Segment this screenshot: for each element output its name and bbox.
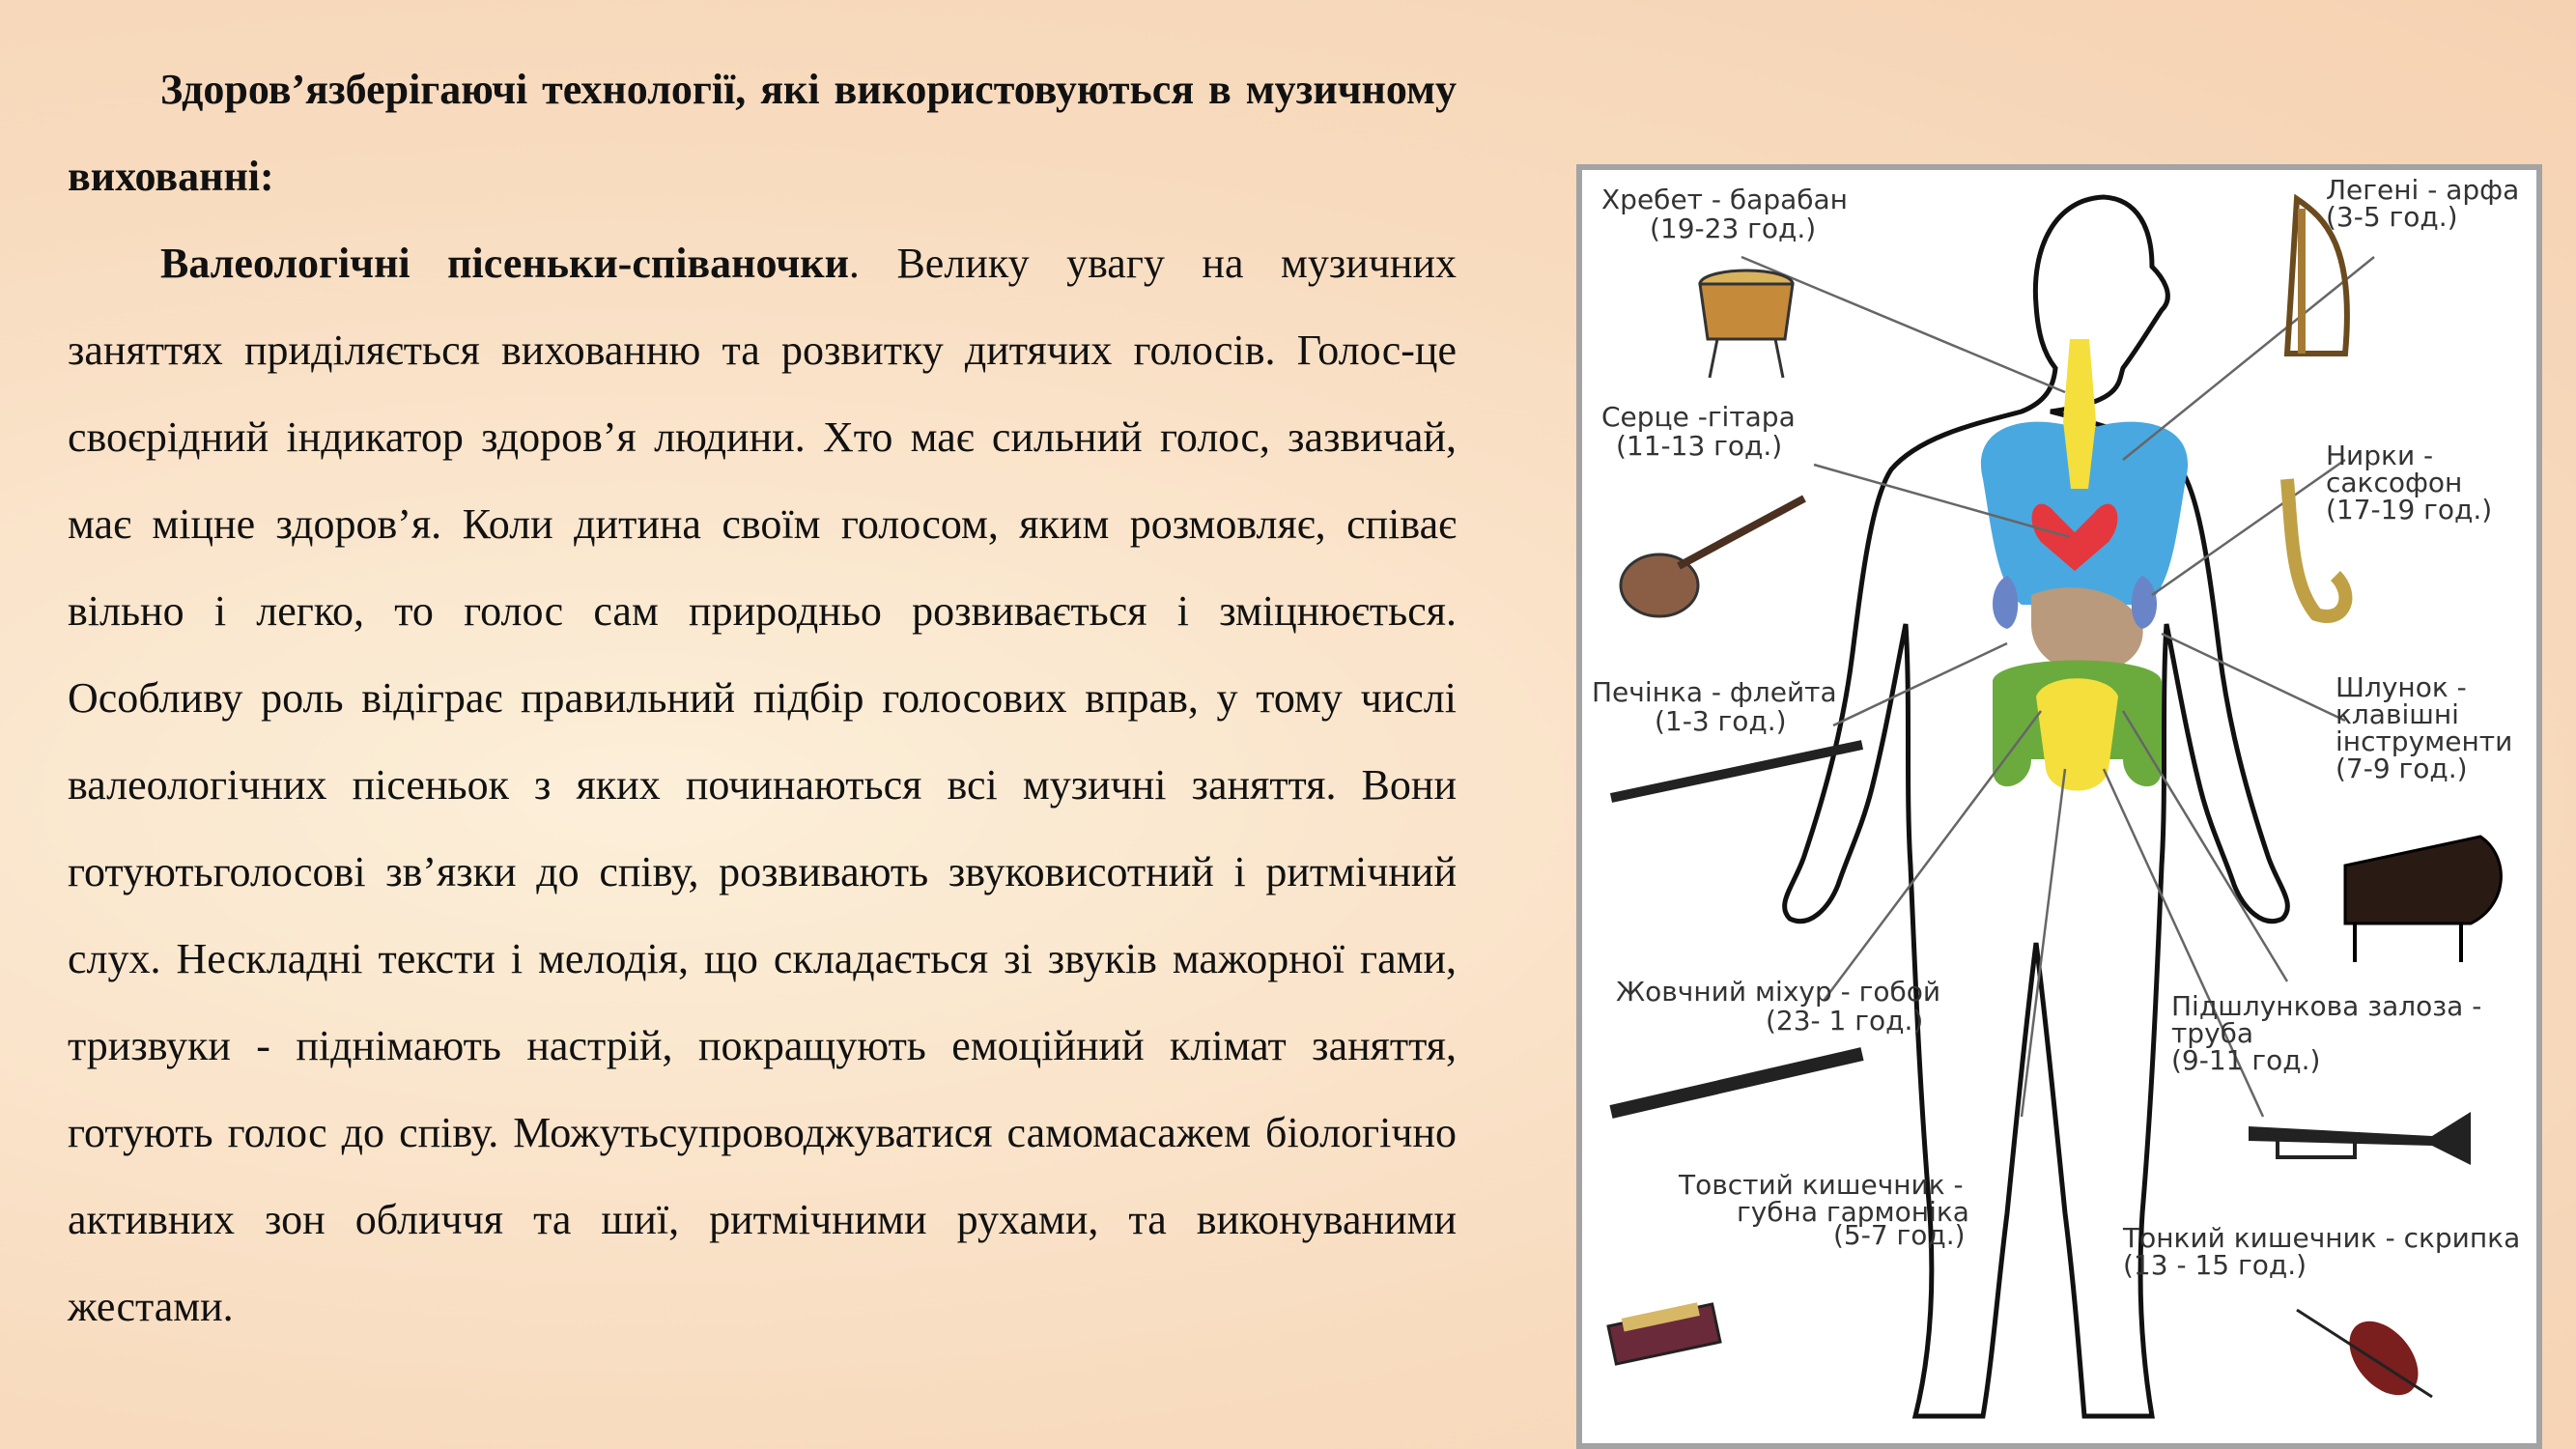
label-spine: [1601, 184, 1856, 244]
label-pancreas-line2: труба: [2171, 1017, 2254, 1049]
label-colon: [1678, 1169, 1978, 1251]
label-stomach: [2335, 671, 2521, 784]
heading: [68, 46, 1457, 220]
label-stomach-line2: клавішні: [2335, 698, 2459, 730]
label-heart-line1: Серце -гітара: [1601, 401, 1796, 433]
label-lungs-line1: Легені - арфа: [2326, 174, 2520, 206]
label-stomach-line4: (7-9 год.): [2335, 753, 2468, 784]
label-colon-line1: Товстий кишечник -: [1679, 1169, 1964, 1201]
label-lungs-line2: (3-5 год.): [2326, 201, 2458, 233]
label-pancreas-line3: (9-11 год.): [2171, 1044, 2321, 1076]
body-organs-instruments-figure: [1576, 164, 2542, 1449]
body-paragraph: [68, 220, 1457, 1350]
label-kidneys: [2326, 440, 2492, 526]
label-small-intestine-line1: Тонкий кишечник - скрипка: [2123, 1222, 2521, 1254]
label-liver-line1: Печінка - флейта: [1592, 676, 1837, 708]
label-colon-line3: (5-7 год.): [1833, 1219, 1966, 1251]
label-spine-line1: Хребет - барабан: [1601, 184, 1848, 215]
label-kidneys-line2: саксофон: [2326, 467, 2463, 498]
label-gallbladder-line2: (23- 1 год.): [1766, 1005, 1924, 1037]
label-liver-line2: (1-3 год.): [1655, 705, 1787, 737]
label-small-intestine: [2122, 1222, 2529, 1281]
heading-line-1: Здоров’язберігаючі технології, які використовуються в: [160, 66, 1231, 113]
label-pancreas-line1: Підшлункова залоза -: [2171, 990, 2482, 1022]
label-gallbladder-line1: Жовчний міхур - гобой: [1616, 976, 1941, 1008]
drum-instrument: [1700, 270, 1793, 378]
label-heart: [1601, 401, 1804, 462]
piano-instrument: [2345, 837, 2501, 962]
label-liver: [1592, 676, 1846, 737]
bold-term: Валеологічні пісеньки-співаночки: [160, 240, 849, 287]
label-gallbladder: [1616, 976, 1949, 1037]
label-stomach-line1: Шлунок -: [2335, 671, 2467, 703]
trumpet-instrument: [2249, 1112, 2471, 1165]
label-kidneys-line3: (17-19 год.): [2326, 494, 2493, 526]
guitar-instrument: [1621, 498, 1804, 616]
violin-instrument: [2297, 1308, 2432, 1407]
harmonica-instrument: [1608, 1302, 1720, 1364]
text-block: [68, 46, 1457, 1350]
label-kidneys-line1: Нирки -: [2326, 440, 2434, 471]
figure-svg: [1582, 170, 2536, 1443]
oboe-instrument: [1611, 1054, 1862, 1112]
paragraph-text: . Велику увагу на музичних заняттях приділяється вихованню та розвитку дитячих голосів. Голос-це своєрідний індикатор здоров’я людини. Хто має сильний голос, зазвичай, має міцне здоров’я. Коли дитина своїм голосом, яким розмовляє, співає вільно і легко, то голос сам природньо розвивається і зміцнюється. Особливу роль відіграє правильний підбір голосових вправ, у тому числі валеологічних пісеньок з яких починаються всі музичні заняття. Вони готуютьголосові зв’язки до співу, розвивають звуковисотний і ритмічний слух. Нескладні тексти і мелодія, що складається зі звуків мажорної гами, тризвуки - піднімають настрій, покращують емоційний клімат заняття, готують голос до співу. Можутьсупроводжуватися самомасажем біологічно активних зон обличчя та шиї, ритмічними рухами, та виконуваними жестами.: [68, 240, 1457, 1330]
label-pancreas: [2171, 990, 2490, 1076]
label-lungs: [2326, 174, 2528, 233]
label-colon-line2: губна гармоніка: [1737, 1196, 1969, 1228]
label-stomach-line3: інструменти: [2335, 725, 2513, 757]
label-small-intestine-line2: (13 - 15 год.): [2123, 1249, 2307, 1281]
heading-line-2: музичному вихованні:: [68, 66, 1457, 200]
label-heart-line2: (11-13 год.): [1616, 430, 1783, 462]
label-spine-line2: (19-23 год.): [1650, 213, 1817, 244]
